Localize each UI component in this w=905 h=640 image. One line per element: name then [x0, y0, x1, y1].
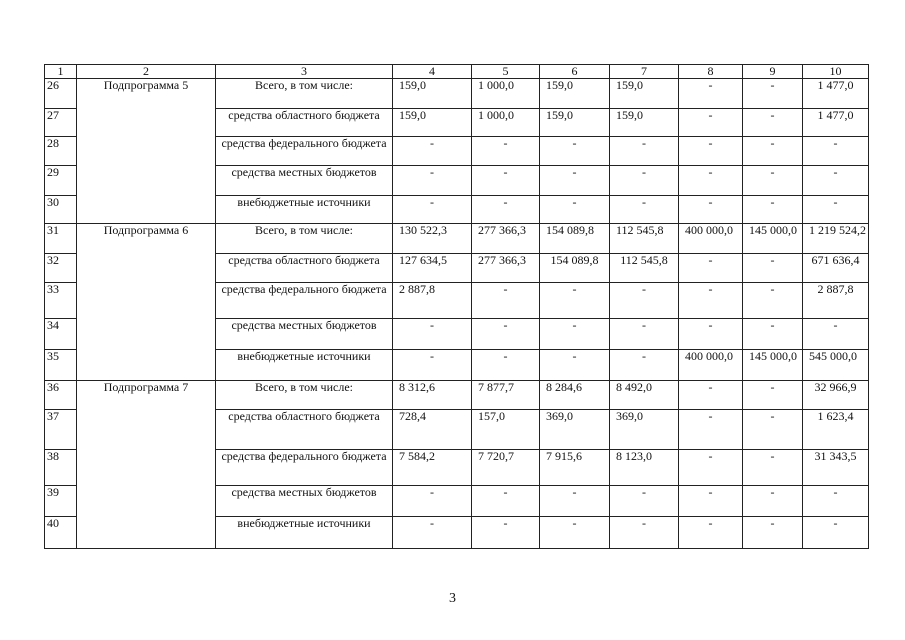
- value-cell: -: [679, 254, 743, 283]
- value-cell: -: [540, 137, 610, 166]
- value-cell: -: [743, 254, 803, 283]
- value-cell: -: [393, 319, 472, 350]
- funding-source: внебюджетные источники: [216, 517, 393, 549]
- value-cell: -: [743, 79, 803, 109]
- value-cell: 7 720,7: [472, 450, 540, 486]
- subprogram-name: Подпрограмма 7: [77, 381, 216, 549]
- column-header: 8: [679, 65, 743, 79]
- value-cell: -: [679, 486, 743, 517]
- row-number: 32: [45, 254, 77, 283]
- value-cell: -: [610, 196, 679, 224]
- value-cell: -: [393, 517, 472, 549]
- funding-source: средства федерального бюджета: [216, 450, 393, 486]
- value-cell: -: [743, 196, 803, 224]
- value-cell: 154 089,8: [540, 224, 610, 254]
- value-cell: -: [540, 283, 610, 319]
- value-cell: 159,0: [610, 79, 679, 109]
- value-cell: 112 545,8: [610, 254, 679, 283]
- subprogram-name: Подпрограмма 5: [77, 79, 216, 224]
- value-cell: -: [743, 283, 803, 319]
- row-number: 39: [45, 486, 77, 517]
- value-cell: 154 089,8: [540, 254, 610, 283]
- row-number: 35: [45, 350, 77, 381]
- value-cell: 159,0: [540, 79, 610, 109]
- column-header: 7: [610, 65, 679, 79]
- value-cell: -: [679, 381, 743, 410]
- value-cell: -: [743, 486, 803, 517]
- value-cell: -: [472, 350, 540, 381]
- value-cell: 671 636,4: [803, 254, 869, 283]
- value-cell: 1 477,0: [803, 79, 869, 109]
- value-cell: -: [743, 319, 803, 350]
- value-cell: -: [803, 486, 869, 517]
- value-cell: -: [679, 450, 743, 486]
- value-cell: -: [743, 109, 803, 137]
- value-cell: -: [743, 381, 803, 410]
- value-cell: -: [679, 137, 743, 166]
- value-cell: -: [540, 486, 610, 517]
- row-number: 37: [45, 410, 77, 450]
- value-cell: -: [743, 450, 803, 486]
- value-cell: 159,0: [393, 79, 472, 109]
- value-cell: 112 545,8: [610, 224, 679, 254]
- value-cell: -: [679, 79, 743, 109]
- value-cell: -: [472, 137, 540, 166]
- column-header: 9: [743, 65, 803, 79]
- value-cell: 157,0: [472, 410, 540, 450]
- value-cell: 7 877,7: [472, 381, 540, 410]
- value-cell: 127 634,5: [393, 254, 472, 283]
- value-cell: -: [803, 517, 869, 549]
- row-number: 28: [45, 137, 77, 166]
- row-number: 31: [45, 224, 77, 254]
- value-cell: -: [610, 283, 679, 319]
- table-row: [45, 224, 869, 254]
- budget-table: [44, 64, 869, 549]
- value-cell: 277 366,3: [472, 254, 540, 283]
- funding-source: средства местных бюджетов: [216, 319, 393, 350]
- value-cell: 545 000,0: [803, 350, 869, 381]
- value-cell: 1 623,4: [803, 410, 869, 450]
- row-number: 30: [45, 196, 77, 224]
- table-row: [45, 381, 869, 410]
- value-cell: 159,0: [393, 109, 472, 137]
- value-cell: -: [393, 486, 472, 517]
- value-cell: 159,0: [610, 109, 679, 137]
- value-cell: 2 887,8: [393, 283, 472, 319]
- row-number: 29: [45, 166, 77, 196]
- value-cell: 1 000,0: [472, 79, 540, 109]
- value-cell: 159,0: [540, 109, 610, 137]
- funding-source: внебюджетные источники: [216, 350, 393, 381]
- funding-source: Всего, в том числе:: [216, 224, 393, 254]
- row-number: 26: [45, 79, 77, 109]
- value-cell: -: [540, 166, 610, 196]
- value-cell: -: [393, 166, 472, 196]
- subprogram-name: Подпрограмма 6: [77, 224, 216, 381]
- value-cell: -: [610, 350, 679, 381]
- value-cell: 145 000,0: [743, 350, 803, 381]
- value-cell: 145 000,0: [743, 224, 803, 254]
- value-cell: -: [472, 517, 540, 549]
- value-cell: 7 584,2: [393, 450, 472, 486]
- value-cell: -: [540, 517, 610, 549]
- value-cell: -: [540, 319, 610, 350]
- value-cell: -: [803, 137, 869, 166]
- row-number: 34: [45, 319, 77, 350]
- value-cell: -: [540, 350, 610, 381]
- value-cell: 8 312,6: [393, 381, 472, 410]
- value-cell: -: [743, 137, 803, 166]
- value-cell: 8 284,6: [540, 381, 610, 410]
- value-cell: -: [679, 109, 743, 137]
- value-cell: -: [679, 196, 743, 224]
- value-cell: -: [803, 319, 869, 350]
- value-cell: 130 522,3: [393, 224, 472, 254]
- value-cell: 728,4: [393, 410, 472, 450]
- funding-source: средства федерального бюджета: [216, 137, 393, 166]
- value-cell: 31 343,5: [803, 450, 869, 486]
- column-header: 10: [803, 65, 869, 79]
- column-header: 6: [540, 65, 610, 79]
- table-body: [45, 65, 869, 549]
- value-cell: -: [679, 517, 743, 549]
- funding-source: средства областного бюджета: [216, 254, 393, 283]
- value-cell: 1 219 524,2: [803, 224, 869, 254]
- row-number: 40: [45, 517, 77, 549]
- funding-source: средства местных бюджетов: [216, 166, 393, 196]
- row-number: 36: [45, 381, 77, 410]
- value-cell: -: [393, 137, 472, 166]
- value-cell: -: [540, 196, 610, 224]
- value-cell: -: [679, 410, 743, 450]
- value-cell: 369,0: [610, 410, 679, 450]
- value-cell: -: [472, 196, 540, 224]
- funding-source: средства областного бюджета: [216, 109, 393, 137]
- value-cell: -: [472, 166, 540, 196]
- value-cell: -: [472, 486, 540, 517]
- value-cell: -: [472, 319, 540, 350]
- value-cell: 2 887,8: [803, 283, 869, 319]
- column-header: 3: [216, 65, 393, 79]
- value-cell: 400 000,0: [679, 350, 743, 381]
- funding-source: средства федерального бюджета: [216, 283, 393, 319]
- value-cell: -: [610, 486, 679, 517]
- value-cell: -: [472, 283, 540, 319]
- column-header: 5: [472, 65, 540, 79]
- funding-source: Всего, в том числе:: [216, 381, 393, 410]
- funding-source: внебюджетные источники: [216, 196, 393, 224]
- value-cell: -: [610, 517, 679, 549]
- column-header: 2: [77, 65, 216, 79]
- value-cell: -: [803, 196, 869, 224]
- value-cell: 32 966,9: [803, 381, 869, 410]
- value-cell: -: [743, 410, 803, 450]
- value-cell: -: [610, 137, 679, 166]
- row-number: 38: [45, 450, 77, 486]
- value-cell: 8 123,0: [610, 450, 679, 486]
- value-cell: 1 000,0: [472, 109, 540, 137]
- column-header: 4: [393, 65, 472, 79]
- value-cell: -: [610, 319, 679, 350]
- value-cell: -: [679, 319, 743, 350]
- table-row: [45, 79, 869, 109]
- funding-source: средства местных бюджетов: [216, 486, 393, 517]
- value-cell: -: [803, 166, 869, 196]
- page-number: 3: [449, 591, 456, 606]
- row-number: 27: [45, 109, 77, 137]
- funding-source: средства областного бюджета: [216, 410, 393, 450]
- value-cell: 277 366,3: [472, 224, 540, 254]
- value-cell: 369,0: [540, 410, 610, 450]
- value-cell: -: [610, 166, 679, 196]
- value-cell: -: [679, 166, 743, 196]
- value-cell: 8 492,0: [610, 381, 679, 410]
- header-row: [45, 65, 869, 79]
- value-cell: -: [393, 196, 472, 224]
- value-cell: -: [743, 166, 803, 196]
- column-header: 1: [45, 65, 77, 79]
- value-cell: -: [393, 350, 472, 381]
- funding-source: Всего, в том числе:: [216, 79, 393, 109]
- value-cell: -: [679, 283, 743, 319]
- row-number: 33: [45, 283, 77, 319]
- value-cell: 400 000,0: [679, 224, 743, 254]
- value-cell: 1 477,0: [803, 109, 869, 137]
- value-cell: 7 915,6: [540, 450, 610, 486]
- value-cell: -: [743, 517, 803, 549]
